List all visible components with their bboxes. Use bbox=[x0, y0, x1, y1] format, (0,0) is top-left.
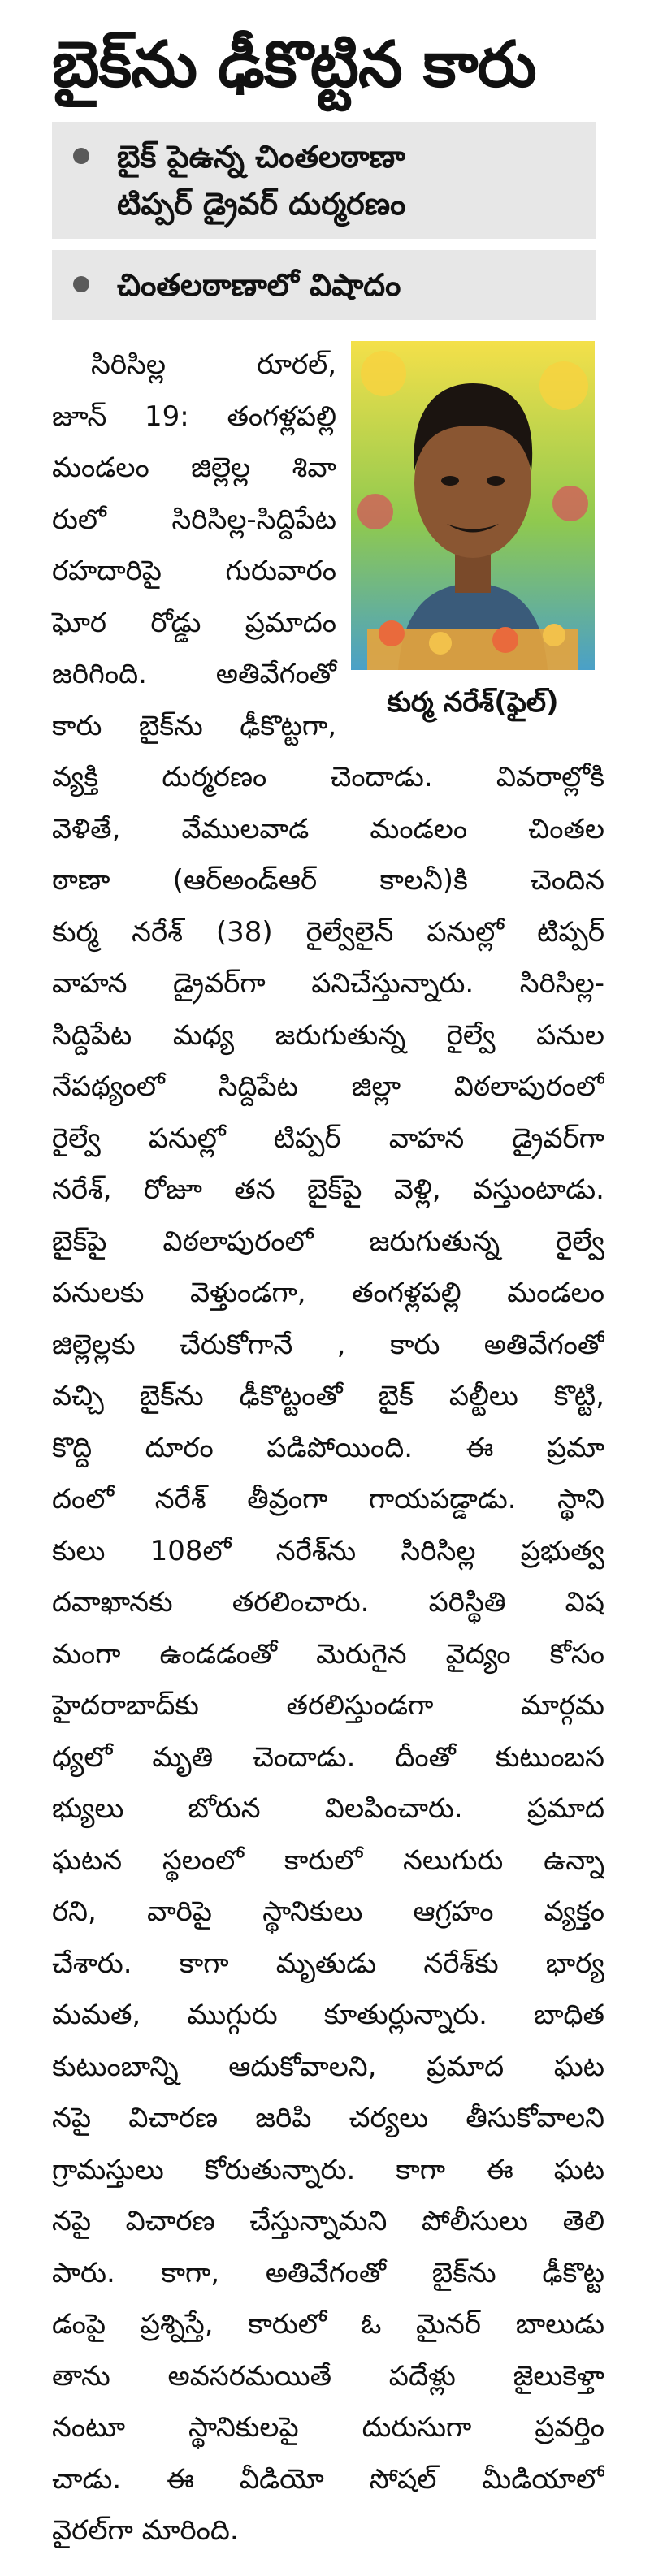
subheading-text: చింతలఠాణాలో విషాదం bbox=[117, 267, 401, 303]
article-line: డంపై ప్రశ్నిస్తే, కారులో ఓ మైనర్ బాలుడు bbox=[52, 2308, 604, 2340]
article-line: నపై విచారణ చేస్తున్నామని పోలీసులు తెలి bbox=[52, 2205, 604, 2237]
article-line: నపై విచారణ జరిపి చర్యలు తీసుకోవాలని bbox=[52, 2102, 604, 2134]
headline: బైక్‌ను ఢీకొట్టిన కారు bbox=[52, 28, 536, 102]
article-line: వచ్చి బైక్‌ను ఢీకొట్టంతో బైక్ పల్టీలు కొట్టి, bbox=[52, 1380, 604, 1412]
article-line: రహదారిపై గురువారం bbox=[52, 555, 336, 587]
article-body bbox=[52, 339, 604, 2557]
article-line: వైరల్‌గా మారింది. bbox=[52, 2514, 239, 2547]
article-line: దవాఖానకు తరలించారు. పరిస్థితి విష bbox=[52, 1586, 604, 1619]
article-line: రైల్వే పనుల్లో టిప్పర్ వాహన డ్రైవర్‌గా bbox=[52, 1122, 604, 1155]
article-line: నరేశ్, రోజూ తన బైక్‌పై వెళ్లి, వస్తుంటాడు. bbox=[52, 1173, 604, 1206]
article-line: మండలం జిల్లెల్ల శివా bbox=[52, 452, 336, 484]
article-line: ఘటన స్థలంలో కారులో నలుగురు ఉన్నా bbox=[52, 1843, 604, 1877]
article-line: పనులకు వెళ్తుండగా, తంగళ్లపల్లి మండలం bbox=[52, 1277, 604, 1309]
photo-caption: కుర్మ నరేశ్(ఫైల్) bbox=[387, 686, 559, 719]
article-line: వ్యక్తి దుర్మరణం చెందాడు. వివరాల్లోకి bbox=[52, 761, 604, 793]
subheading-text: బైక్ పైఉన్న చింతలఠాణా టిప్పర్ డ్రైవర్ దుర్మరణం bbox=[117, 139, 406, 222]
article-line: కొద్ది దూరం పడిపోయింది. ఈ ప్రమా bbox=[52, 1431, 604, 1464]
article-line: రని, వారిపై స్థానికులు ఆగ్రహం వ్యక్తం bbox=[52, 1895, 604, 1928]
bullet-icon bbox=[73, 148, 89, 164]
article-line: భ్యులు బోరున విలపించారు. ప్రమాద bbox=[52, 1792, 604, 1825]
article-line: హైదరాబాద్‌కు తరలిస్తుండగా మార్గమ bbox=[52, 1689, 604, 1722]
article-line: వెళితే, వేములవాడ మండలం చింతల bbox=[52, 812, 604, 845]
article-line: కుర్మ నరేశ్ (38) రైల్వేలైన్ పనుల్లో టిప్పర్ bbox=[52, 915, 604, 949]
article-line: తాను అవసరమయితే పదేళ్లు జైలుకెళ్తా bbox=[52, 2359, 604, 2392]
article-line: చాడు. ఈ వీడియో సోషల్ మీడియాలో bbox=[52, 2462, 604, 2496]
article-line: నేపథ్యంలో సిద్దిపేట జిల్లా విఠలాపురంలో bbox=[52, 1070, 604, 1103]
article-line: ధ్యలో మృతి చెందాడు. దీంతో కుటుంబస bbox=[52, 1740, 604, 1774]
subheading-item bbox=[52, 122, 596, 239]
article-line: మమత, ముగ్గురు కూతుర్లున్నారు. బాధిత bbox=[52, 1999, 604, 2031]
article-line: జరిగింది. అతివేగంతో bbox=[52, 658, 336, 690]
article-line: సిద్దిపేట మధ్య జరుగుతున్న రైల్వే పనుల bbox=[52, 1018, 604, 1052]
bullet-icon bbox=[73, 276, 89, 292]
article-line: కారు బైక్‌ను ఢీకొట్టగా, bbox=[52, 709, 336, 742]
article-line: ఠాణా (ఆర్అండ్ఆర్ కాలనీ)కి చెందిన bbox=[52, 864, 604, 897]
article-line: కులు 108లో నరేశ్‌ను సిరిసిల్ల ప్రభుత్వ bbox=[52, 1534, 604, 1567]
article-line: కుటుంబాన్ని ఆదుకోవాలని, ప్రమాద ఘట bbox=[52, 2050, 604, 2083]
article-line: జిల్లెల్లకు చేరుకోగానే , కారు అతివేగంతో bbox=[52, 1328, 604, 1361]
article-line: రులో సిరిసిల్ల-సిద్దిపేట bbox=[52, 503, 336, 536]
article-line: చేశారు. కాగా మృతుడు నరేశ్‌కు భార్య bbox=[52, 1947, 604, 1980]
article-line: వాహన డ్రైవర్‌గా పనిచేస్తున్నారు. సిరిసిల్ల- bbox=[52, 967, 604, 1000]
article-line: గ్రామస్తులు కోరుతున్నారు. కాగా ఈ ఘట bbox=[52, 2153, 604, 2186]
article-line: మంగా ఉండడంతో మెరుగైన వైద్యం కోసం bbox=[52, 1637, 604, 1671]
article-line: బైక్‌పై విఠలాపురంలో జరుగుతున్న రైల్వే bbox=[52, 1225, 604, 1258]
subheading-item bbox=[52, 250, 596, 320]
article-line: సిరిసిల్ల రూరల్, bbox=[91, 348, 336, 381]
article-line: పారు. కాగా, అతివేగంతో బైక్‌ను ఢీకొట్ట bbox=[52, 2256, 604, 2289]
article-line: జూన్ 19: తంగళ్లపల్లి bbox=[52, 400, 336, 433]
subheading-list bbox=[52, 122, 596, 331]
article-line: నంటూ స్థానికులపై దురుసుగా ప్రవర్తిం bbox=[52, 2411, 604, 2444]
article-line: దంలో నరేశ్ తీవ్రంగా గాయపడ్డాడు. స్థాని bbox=[52, 1483, 604, 1515]
article-line: ఘోర రోడ్డు ప్రమాదం bbox=[52, 606, 336, 639]
